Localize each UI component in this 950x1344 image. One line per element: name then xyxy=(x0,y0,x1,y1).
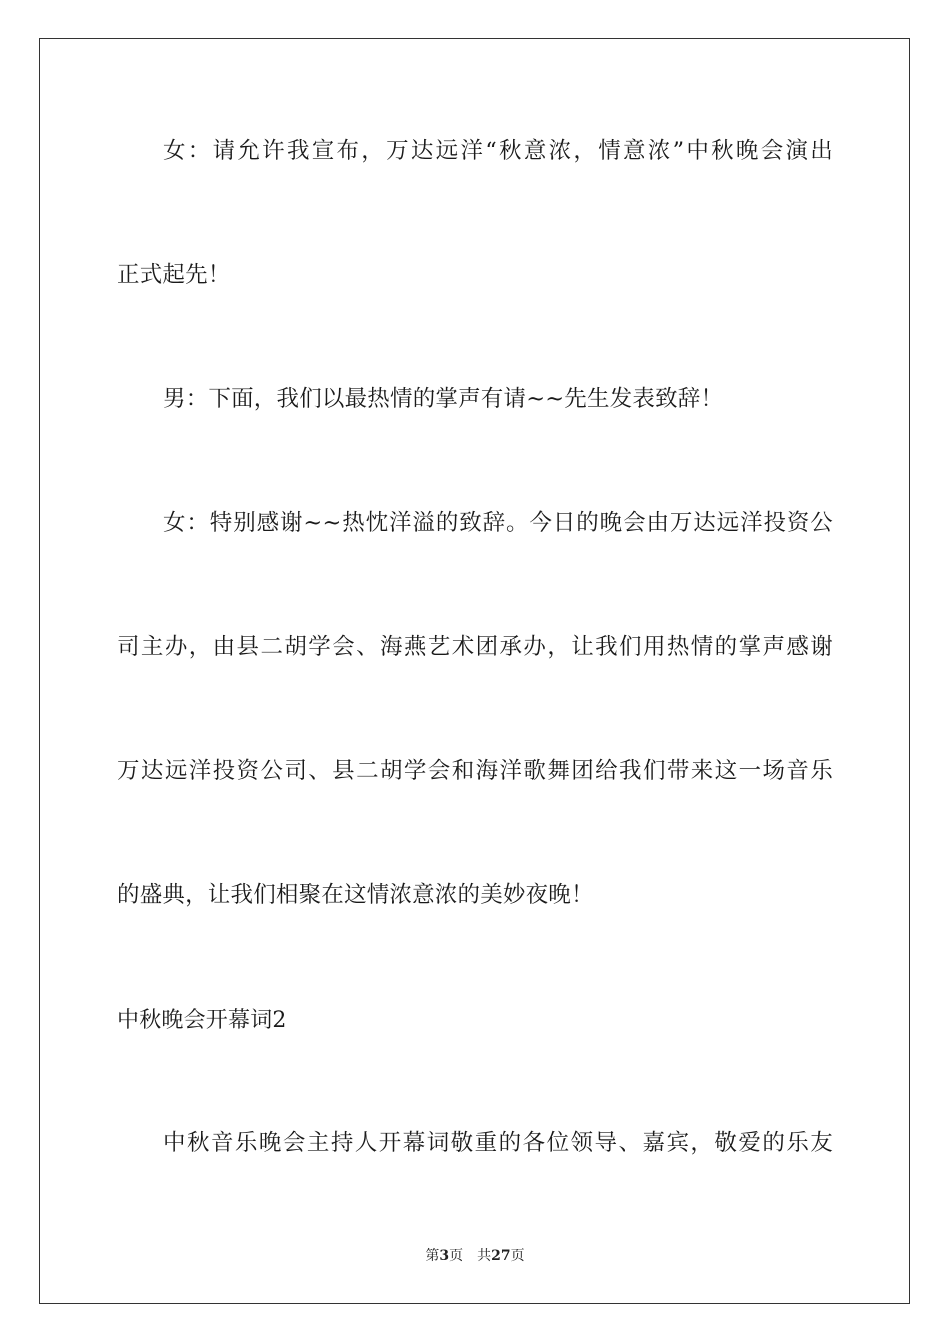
page-footer xyxy=(0,1246,950,1266)
paragraph-line: 女：特别感谢~~热忱洋溢的致辞。今日的晚会由万达远洋投资公 xyxy=(163,510,833,536)
section-heading: 中秋晚会开幕词2 xyxy=(117,1008,287,1033)
page-number: 3 xyxy=(439,1248,450,1264)
page-border xyxy=(39,38,910,1304)
paragraph-line: 司主办，由县二胡学会、海燕艺术团承办，让我们用热情的掌声感谢 xyxy=(117,634,833,660)
page-prefix: 第 xyxy=(425,1248,440,1264)
paragraph-line: 的盛典，让我们相聚在这情浓意浓的美妙夜晚！ xyxy=(117,882,594,908)
total-suffix: 页 xyxy=(510,1248,525,1264)
paragraph-line: 女：请允许我宣布，万达远洋“秋意浓，情意浓”中秋晚会演出 xyxy=(163,138,833,164)
paragraph-line: 男：下面，我们以最热情的掌声有请~~先生发表致辞！ xyxy=(163,386,724,412)
total-pages: 27 xyxy=(491,1248,511,1264)
paragraph-line: 中秋音乐晚会主持人开幕词敬重的各位领导、嘉宾，敬爱的乐友 xyxy=(163,1130,833,1156)
page-suffix: 页 xyxy=(449,1248,464,1264)
paragraph-line: 万达远洋投资公司、县二胡学会和海洋歌舞团给我们带来这一场音乐 xyxy=(117,758,833,784)
total-prefix: 共 xyxy=(477,1248,492,1264)
paragraph-line: 正式起先！ xyxy=(117,262,231,288)
